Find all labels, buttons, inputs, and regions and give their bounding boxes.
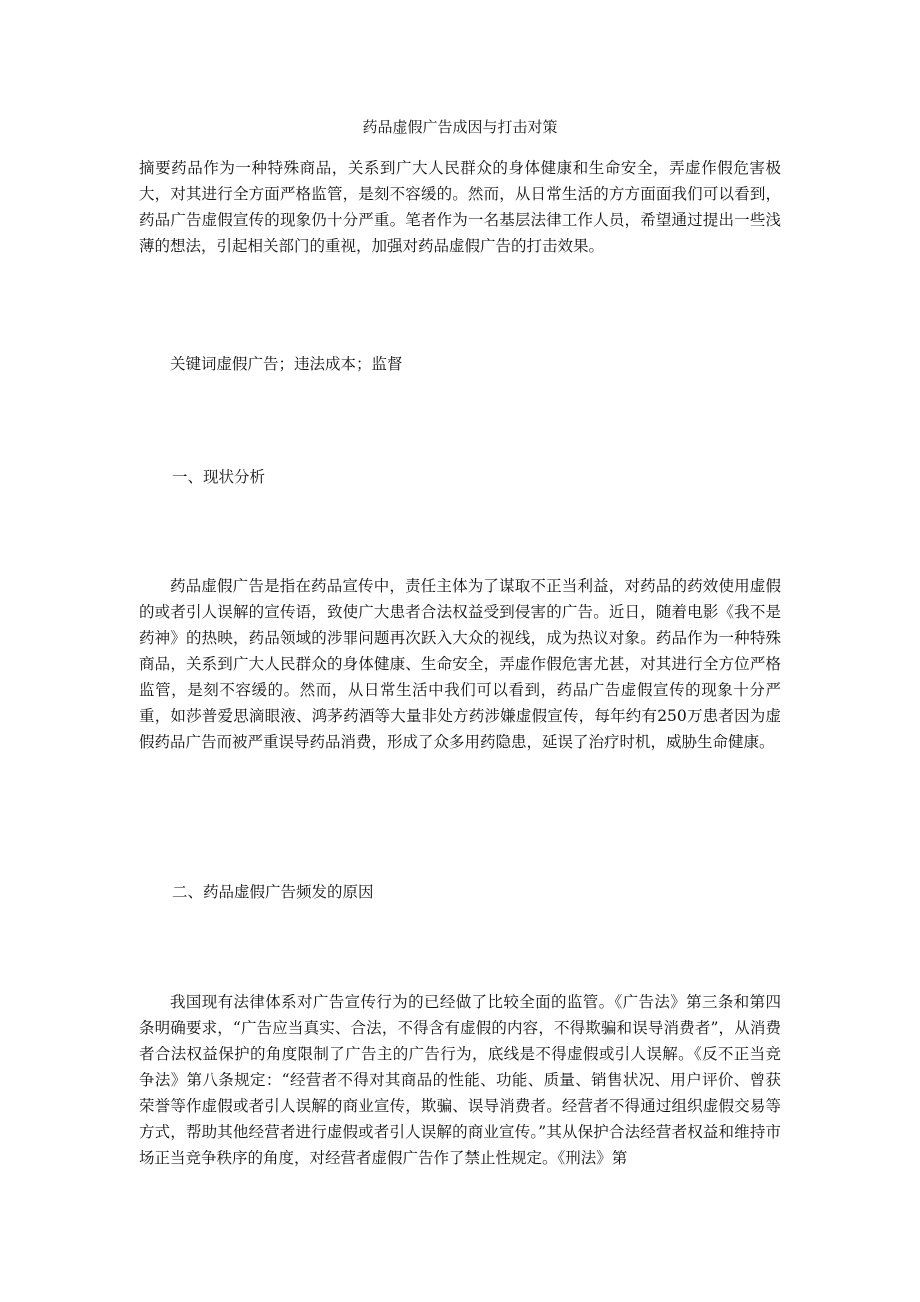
section-heading-causes: 二、药品虚假广告频发的原因 bbox=[172, 883, 374, 901]
section-body-causes: 我国现有法律体系对广告宣传行为的已经做了比较全面的监管。《广告法》第三条和第四条明确要求，“广告应当真实、合法，不得含有虚假的内容，不得欺骗和误导消费者”，从消费者合法权益保护的角度限制了广告主的广告行为，底线是不得虚假或引人误解。《反不正当竞争法》第八条规定：“经营者不得对其商品的性能、功能、质量、销售状况、用户评价、曾获荣誉等作虚假或者引人误解的商业宣传，欺骗、误导消费者。经营者不得通过组织虚假交易等方式，帮助其他经营者进行虚假或者引人误解的商业宣传。”其从保护合法经营者权益和维持市场正当竞争秩序的角度，对经营者虚假广告作了禁止性规定。《刑法》第 bbox=[139, 993, 781, 1167]
section-heading-status: 一、现状分析 bbox=[172, 468, 266, 486]
keywords-line: 关键词虚假广告；违法成本；监督 bbox=[170, 355, 403, 373]
abstract-paragraph: 摘要药品作为一种特殊商品，关系到广大人民群众的身体健康和生命安全，弄虚作假危害极大，对其进行全方面严格监管，是刻不容缓的。然而，从日常生活的方方面面我们可以看到，药品广告虚假宣传的现象仍十分严重。笔者作为一名基层法律工作人员，希望通过提出一些浅薄的想法，引起相关部门的重视，加强对药品虚假广告的打击效果。 bbox=[139, 159, 781, 255]
document-title: 药品虚假广告成因与打击对策 bbox=[362, 118, 558, 136]
section-body-status: 药品虚假广告是指在药品宣传中，责任主体为了谋取不正当利益，对药品的药效使用虚假的或者引人误解的宣传语，致使广大患者合法权益受到侵害的广告。近日，随着电影《我不是药神》的热映，药品领域的涉罪问题再次跃入大众的视线，成为热议对象。药品作为一种特殊商品，关系到广大人民群众的身体健康、生命安全，弄虚作假危害尤甚，对其进行全方位严格监管，是刻不容缓的。然而，从日常生活中我们可以看到，药品广告虚假宣传的现象十分严重，如莎普爱思滴眼液、鸿茅药酒等大量非处方药涉嫌虚假宣传，每年约有250万患者因为虚假药品广告而被严重误导药品消费，形成了众多用药隐患，延误了治疗时机，威胁生命健康。 bbox=[139, 577, 781, 751]
